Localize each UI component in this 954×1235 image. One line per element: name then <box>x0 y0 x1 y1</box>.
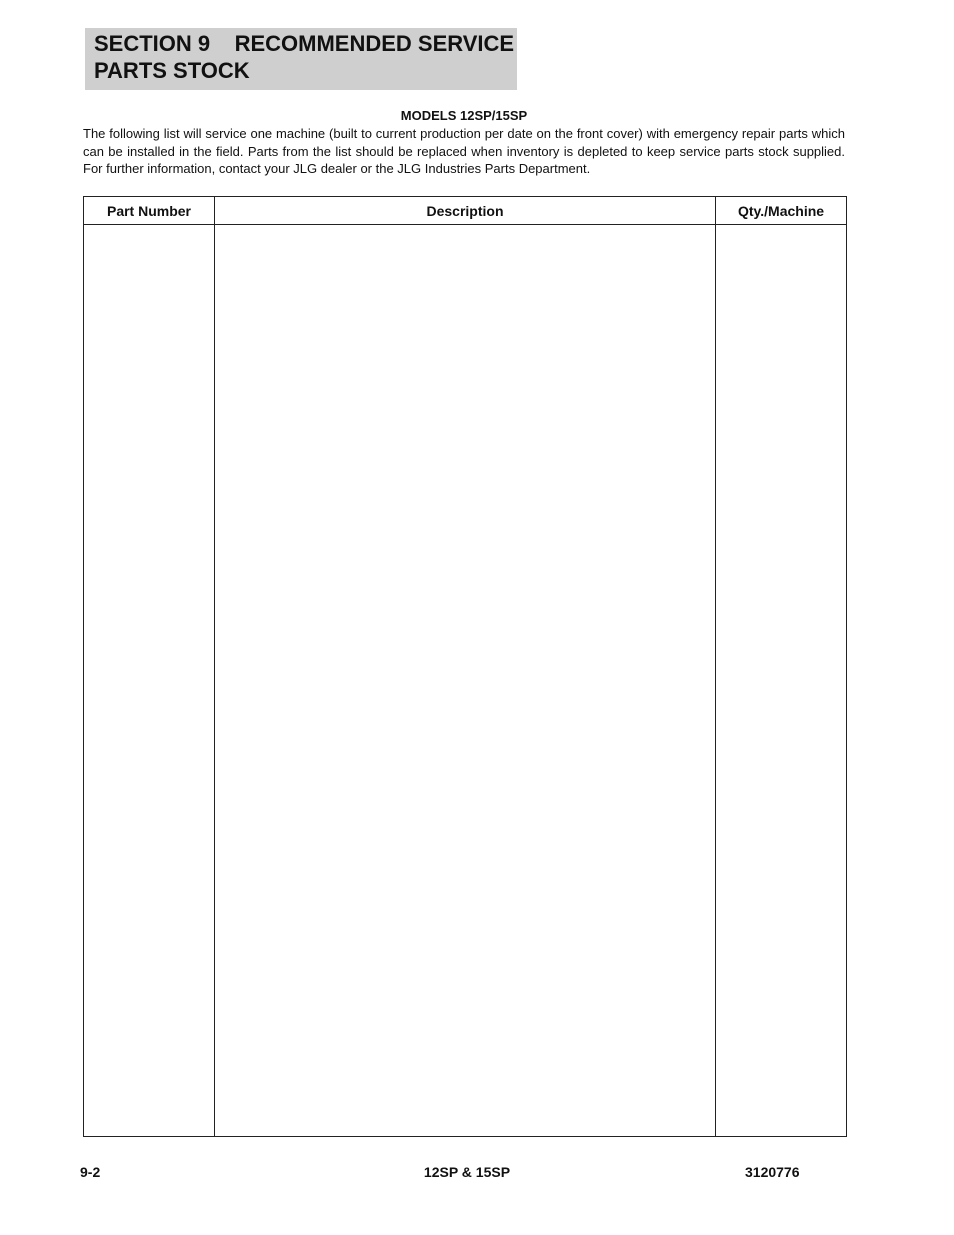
section-title-line-1: SECTION 9 RECOMMENDED SERVICE <box>94 31 515 56</box>
footer-models: 12SP & 15SP <box>423 1164 511 1180</box>
models-heading: MODELS 12SP/15SP <box>400 108 528 123</box>
section-title-line-2: PARTS STOCK <box>94 58 250 83</box>
part-number-cell <box>84 225 215 1137</box>
footer-page-number: 9-2 <box>80 1164 101 1180</box>
table-header-row <box>84 197 847 225</box>
footer-document-number: 3120776 <box>745 1164 800 1180</box>
qty-cell <box>716 225 847 1137</box>
column-header-qty-machine: Qty./Machine <box>716 197 847 225</box>
column-header-part-number: Part Number <box>84 197 215 225</box>
table-row <box>84 225 847 1137</box>
section-title-banner <box>85 28 517 90</box>
column-header-description: Description <box>215 197 716 225</box>
description-cell <box>215 225 716 1137</box>
intro-paragraph: The following list will service one machine (built to current production per date on the front cover) with emergency repair parts which can be installed in the field. Parts from the list should be replaced when inventory is depleted to keep service parts stock supplied. For further information, contact your JLG dealer or the JLG Industries Parts Department. <box>83 126 845 176</box>
parts-stock-table <box>83 196 847 1137</box>
